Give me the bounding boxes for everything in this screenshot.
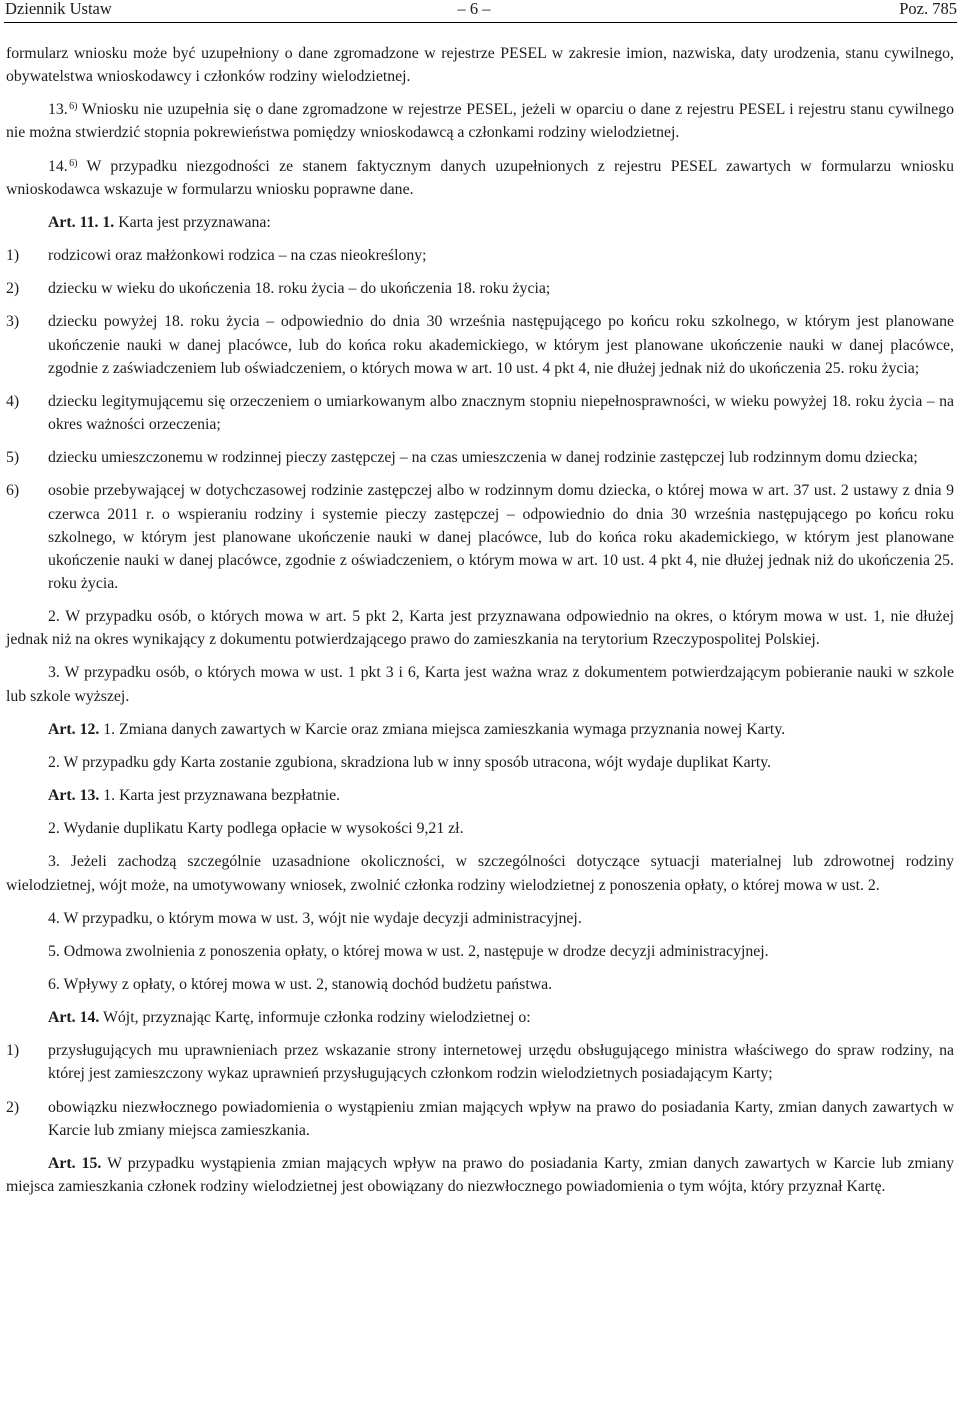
page-number: – 6 –: [457, 0, 491, 18]
article-11: [6, 211, 954, 234]
footnote-ref: 6): [69, 157, 78, 169]
article-12-section-2: 2. W przypadku gdy Karta zostanie zgubiona, skradziona lub w inny sposób utracona, wójt wydaje duplikat Karty.: [48, 753, 772, 771]
list-item-text: rodzicowi oraz małżonkowi rodzica – na czas nieokreślony;: [48, 247, 427, 265]
list-item-number: 3): [6, 313, 20, 331]
list-item-text: dziecku w wieku do ukończenia 18. roku życia – do ukończenia 18. roku życia;: [48, 280, 551, 298]
item-number: Poz. 785: [899, 0, 957, 18]
article-13-section-5: 5. Odmowa zwolnienia z ponoszenia opłaty, o której mowa w ust. 2, następuje w drodze decyzji administracyjnej.: [48, 942, 769, 960]
article-13-section-4: 4. W przypadku, o którym mowa w ust. 3, wójt nie wydaje decyzji administracyjnej.: [48, 909, 582, 927]
journal-title: Dziennik Ustaw: [5, 0, 112, 18]
article-text: Karta jest przyznawana:: [114, 213, 271, 231]
list-item: [6, 310, 954, 379]
paragraph-14: [6, 155, 954, 201]
article-label: Art. 14.: [48, 1009, 100, 1027]
list-item: [6, 1096, 954, 1142]
list-item: [6, 390, 954, 436]
list-item-number: 1): [6, 1042, 20, 1060]
article-text: 1. Zmiana danych zawartych w Karcie oraz zmiana miejsca zamieszkania wymaga przyznania nowej Karty.: [99, 720, 786, 738]
article-11-section-3: 3. W przypadku osób, o których mowa w ust. 1 pkt 3 i 6, Karta jest ważna wraz z dokumentem potwierdzającym pobieranie nauki w szkole lub szkole wyższej.: [6, 664, 954, 705]
page-header: [4, 0, 957, 23]
list-item: [6, 479, 954, 595]
article-12: [6, 718, 954, 741]
list-item-text: obowiązku niezwłocznego powiadomienia o wystąpieniu zmian mających wpływ na prawo do posiadania Karty, zmian danych zawartych w Karcie lub zmiany miejsca zamieszkania.: [48, 1098, 954, 1139]
article-label: Art. 12.: [48, 720, 100, 738]
list-item-number: 2): [6, 1098, 20, 1116]
article-label: Art. 11.: [48, 213, 99, 231]
list-item-number: 1): [6, 247, 20, 265]
article-13-section-6: 6. Wpływy z opłaty, o której mowa w ust. 2, stanowią dochód budżetu państwa.: [48, 976, 553, 993]
article-13-section-2: 2. Wydanie duplikatu Karty podlega opłacie w wysokości 9,21 zł.: [48, 820, 464, 838]
list-item-text: dziecku legitymującemu się orzeczeniem o umiarkowanym albo znacznym stopniu niepełnosprawności, w wieku powyżej 18. roku życia – na okres ważności orzeczenia;: [48, 392, 954, 434]
list-item-number: 5): [6, 449, 20, 467]
list-item-number: 2): [6, 280, 20, 298]
paragraph-text: Wniosku nie uzupełnia się o dane zgromadzone w rejestrze PESEL, jeżeli w oparciu o dane z rejestru PESEL i rejestru stanu cywilnego nie można stwierdzić stopnia pokrewieństwa pomiędzy wnioskodawcą a członkami rodziny wielodzietnej.: [6, 101, 954, 142]
article-label: Art. 13.: [48, 787, 100, 805]
paragraph-text: W przypadku niezgodności ze stanem faktycznym danych uzupełnionych z rejestru PESEL zawartych w formularzu wniosku wnioskodawca wskazuje w formularzu wniosku poprawne dane.: [6, 157, 954, 198]
article-13-section-3: 3. Jeżeli zachodzą szczególnie uzasadnione okoliczności, w szczególności dotyczące sytuacji materialnej lub zdrowotnej rodziny wielodzietnej, wójt może, na umotywowany wniosek, zwolnić członka rodziny wielodzietnej z ponoszenia opłaty, o której mowa w ust. 2.: [6, 853, 954, 894]
article-13: [6, 784, 954, 807]
paragraph-number: 13.: [48, 101, 68, 119]
article-11-section-2: 2. W przypadku osób, o których mowa w art. 5 pkt 2, Karta jest przyznawana odpowiednio na okres, o którym mowa w ust. 1, nie dłużej jednak niż na okres wynikający z dokumentu potwierdzającego prawo do zamieszkania na terytorium Rzeczypospolitej Polskiej.: [6, 608, 954, 649]
footnote-ref: 6): [69, 101, 78, 113]
list-item-text: dziecku umieszczonemu w rodzinnej pieczy zastępczej – na czas umieszczenia w danej rodzinie zastępczej lub rodzinnym domu dziecka;: [48, 449, 918, 467]
list-item: [6, 446, 954, 469]
paragraph-number: 14.: [48, 157, 68, 175]
list-item-text: osobie przebywającej w dotychczasowej rodzinie zastępczej albo w rodzinnym domu dziecka, o której mowa w art. 37 ust. 2 ustawy z dnia 9 czerwca 2011 r. o wspieraniu rodziny i systemie pieczy zastępczej – odpowiednio do dnia 30 września następującego po końcu roku szkolnego, w którym jest planowane ukończenie nauki w danej placówce, lub do końca roku akademickiego, w którym jest planowane ukończenie nauki w danej placówce, zgodnie z oświadczeniem, o którym mowa w art. 10 ust. 4 pkt 4, nie dłużej jednak niż do ukończenia 25. roku życia.: [48, 482, 954, 592]
article-14: [6, 1006, 954, 1029]
list-item-text: przysługujących mu uprawnieniach przez wskazanie strony internetowej urzędu obsługującego ministra właściwego do spraw rodziny, na której jest zamieszczony wykaz uprawnień przysługujących członkom rodzin wielodzietnych posiadającym Karty;: [48, 1042, 954, 1083]
list-item-number: 4): [6, 392, 20, 410]
paragraph-intro: formularz wniosku może być uzupełniony o dane zgromadzone w rejestrze PESEL w zakresie imion, nazwiska, daty urodzenia, stanu cywilnego, obywatelstwa wnioskodawcy i członków rodziny wielodzietnej.: [6, 45, 954, 86]
list-item: [6, 244, 954, 267]
section-number: 1.: [98, 213, 115, 231]
article-label: Art. 15.: [48, 1154, 102, 1172]
list-item-number: 6): [6, 482, 20, 500]
article-text: 1. Karta jest przyznawana bezpłatnie.: [99, 787, 341, 805]
list-item-text: dziecku powyżej 18. roku życia – odpowiednio do dnia 30 września następującego po końcu roku szkolnego, w którym jest planowane ukończenie nauki w danej placówce, lub do końca roku akademickiego, w którym jest planowane ukończenie nauki w danej placówce, zgodnie z zaświadczeniem lub oświadczeniem, o których mowa w art. 10 ust. 4 pkt 4, nie dłużej jednak niż do ukończenia 25. roku życia;: [48, 313, 954, 377]
list-item: [6, 277, 954, 300]
article-text: W przypadku wystąpienia zmian mających wpływ na prawo do posiadania Karty, zmian danych zawartych w Karcie lub zmiany miejsca zamieszkania członek rodziny wielodzietnej jest obowiązany do niezwłocznego powiadomienia o tym wójta, który przyznał Kartę.: [6, 1154, 955, 1196]
article-15: [6, 1152, 954, 1198]
paragraph-13: [6, 98, 954, 144]
article-text: Wójt, przyznając Kartę, informuje członka rodziny wielodzietnej o:: [99, 1009, 531, 1027]
list-item: [6, 1039, 954, 1085]
document-body: [6, 42, 954, 1198]
